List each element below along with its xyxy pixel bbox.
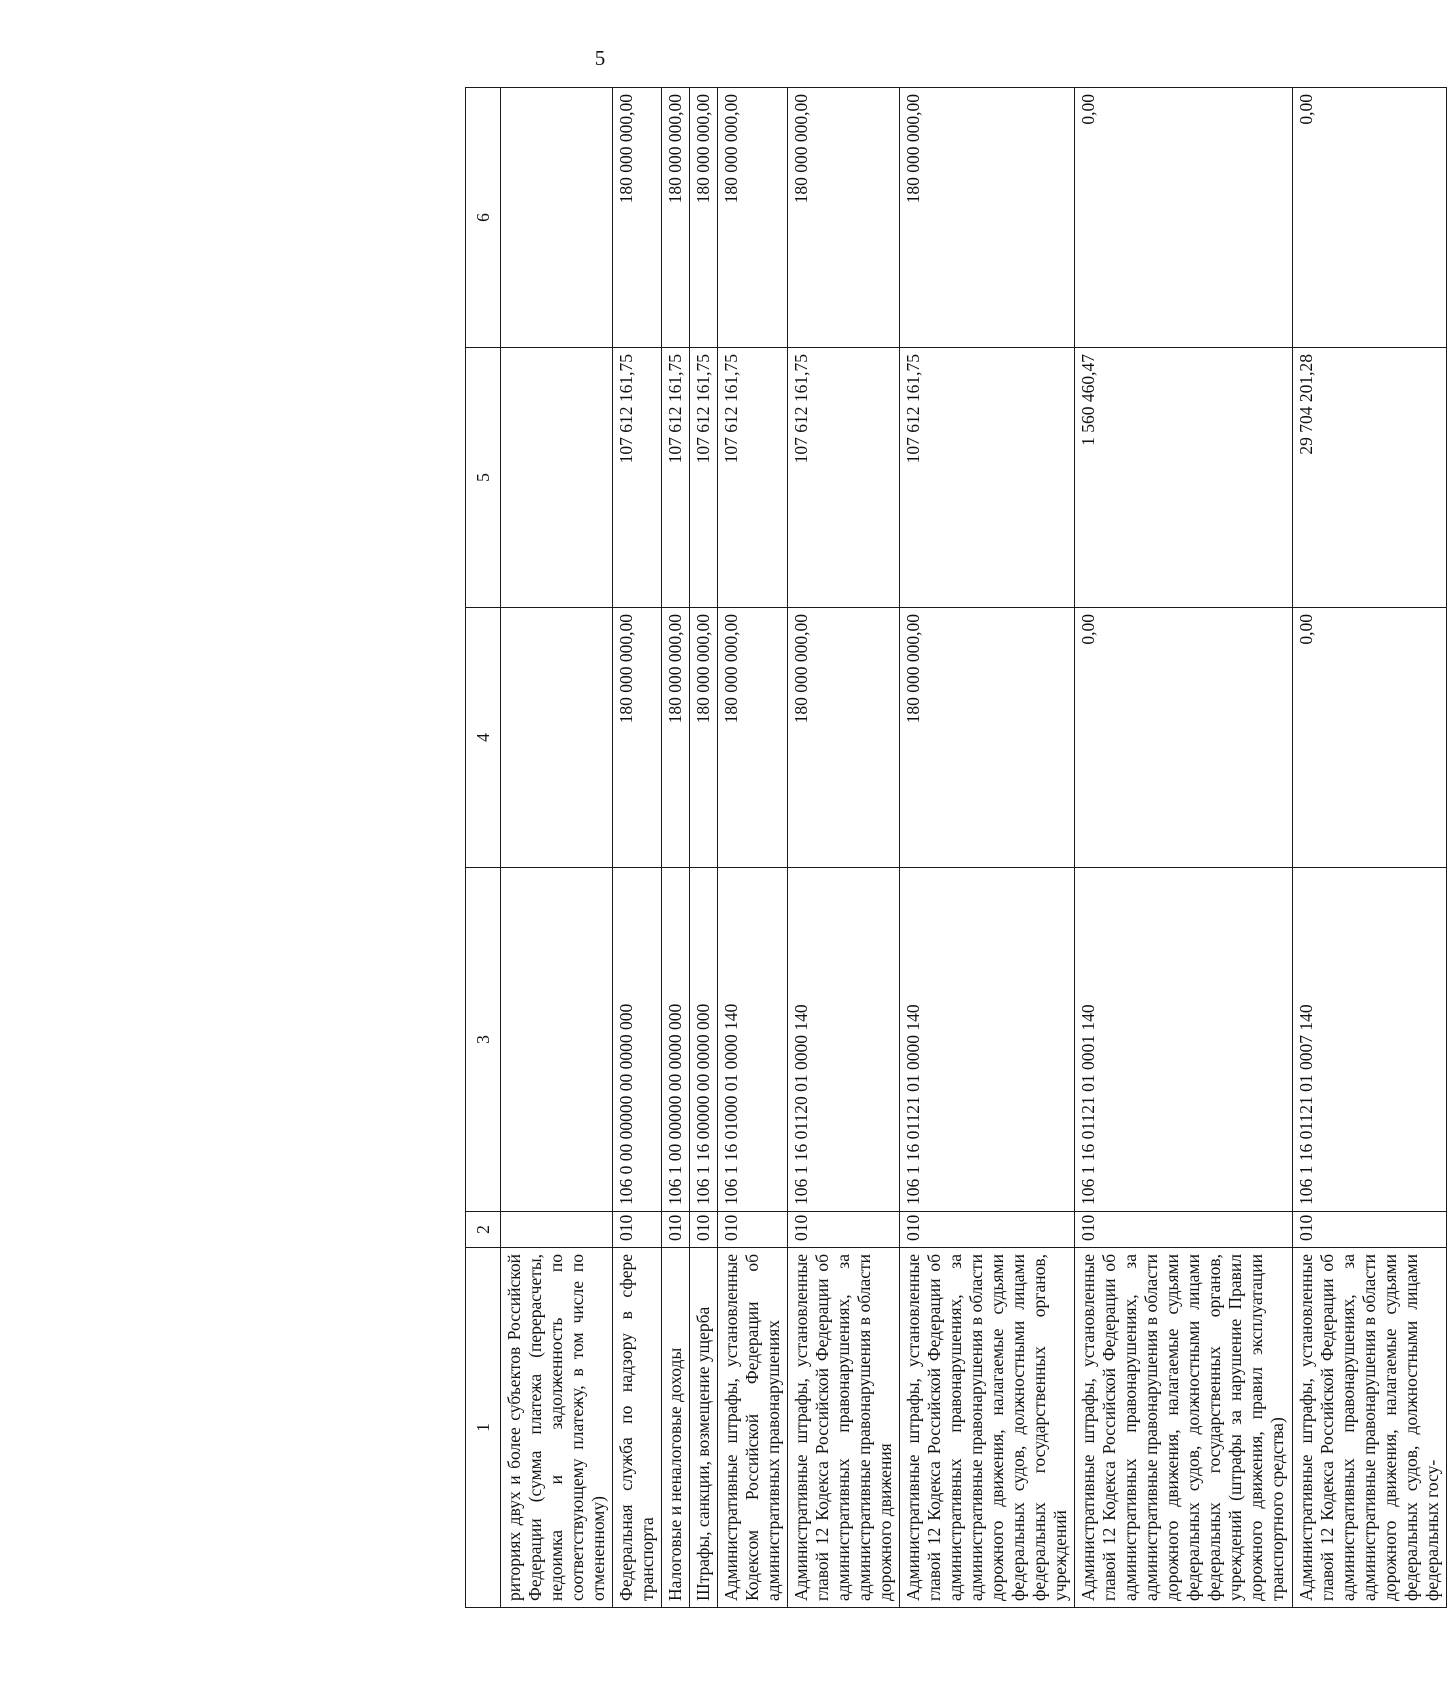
row-income-code: 106 0 00 00000 00 0000 000 xyxy=(613,868,662,1212)
row-line-code: 010 xyxy=(690,1212,718,1248)
table-row xyxy=(900,88,1075,1608)
column-header-2: 2 xyxy=(466,1212,501,1248)
row-forecast: 0,00 xyxy=(1293,88,1447,348)
column-header-6: 6 xyxy=(466,88,501,348)
row-executed: 107 612 161,75 xyxy=(900,348,1075,608)
row-income-code: 106 1 16 01121 01 0001 140 xyxy=(1075,868,1293,1212)
row-forecast: 180 000 000,00 xyxy=(662,88,690,348)
row-approved: 0,00 xyxy=(1075,608,1293,868)
row-name: Штрафы, санкции, возмещение ущерба xyxy=(690,1248,718,1608)
column-header-1: 1 xyxy=(466,1248,501,1608)
row-approved: 180 000 000,00 xyxy=(900,608,1075,868)
table-header-row xyxy=(466,88,501,1608)
row-line-code: 010 xyxy=(1075,1212,1293,1248)
row-forecast: 180 000 000,00 xyxy=(788,88,900,348)
column-header-4: 4 xyxy=(466,608,501,868)
row-approved: 180 000 000,00 xyxy=(690,608,718,868)
row-income-code: 106 1 16 01000 01 0000 140 xyxy=(718,868,788,1212)
row-line-code: 010 xyxy=(613,1212,662,1248)
row-forecast: 180 000 000,00 xyxy=(613,88,662,348)
row-income-code: 106 1 16 01121 01 0000 140 xyxy=(900,868,1075,1212)
table-row xyxy=(690,88,718,1608)
row-forecast: 180 000 000,00 xyxy=(900,88,1075,348)
column-header-3: 3 xyxy=(466,868,501,1212)
row-executed: 29 704 201,28 xyxy=(1293,348,1447,608)
row-line-code: 010 xyxy=(788,1212,900,1248)
row-line-code: 010 xyxy=(718,1212,788,1248)
table-row xyxy=(613,88,662,1608)
table-row xyxy=(662,88,690,1608)
row-name: Административные штрафы, установленные главой 12 Кодекса Российской Федерации об административных правонарушениях, за административные правонарушения в области дорожного движения, налагаемые судьями федеральных судов, должностными лицами федеральных государственных органов, учреждений xyxy=(900,1248,1075,1608)
column-header-5: 5 xyxy=(466,348,501,608)
row-executed: 1 560 460,47 xyxy=(1075,348,1293,608)
rotated-table-frame xyxy=(465,88,1442,1608)
row-income-code: 106 1 16 01121 01 0007 140 xyxy=(1293,868,1447,1212)
row-executed: 107 612 161,75 xyxy=(788,348,900,608)
table-row xyxy=(1075,88,1293,1608)
row-forecast: 180 000 000,00 xyxy=(690,88,718,348)
row-executed xyxy=(501,348,613,608)
row-forecast: 180 000 000,00 xyxy=(718,88,788,348)
row-line-code xyxy=(501,1212,613,1248)
row-line-code: 010 xyxy=(662,1212,690,1248)
row-income-code: 106 1 16 00000 00 0000 000 xyxy=(690,868,718,1212)
table-row xyxy=(718,88,788,1608)
row-approved xyxy=(501,608,613,868)
table-row xyxy=(788,88,900,1608)
row-name: Административные штрафы, установленные главой 12 Кодекса Российской Федерации об административных правонарушениях, за административные правонарушения в области дорожного движения xyxy=(788,1248,900,1608)
row-approved: 180 000 000,00 xyxy=(788,608,900,868)
row-name: Федеральная служба по надзору в сфере транспорта xyxy=(613,1248,662,1608)
row-executed: 107 612 161,75 xyxy=(718,348,788,608)
row-line-code: 010 xyxy=(900,1212,1075,1248)
row-approved: 180 000 000,00 xyxy=(613,608,662,868)
row-income-code: 106 1 16 01120 01 0000 140 xyxy=(788,868,900,1212)
row-approved: 0,00 xyxy=(1293,608,1447,868)
row-name: Административные штрафы, установленные главой 12 Кодекса Российской Федерации об административных правонарушениях, за административные правонарушения в области дорожного движения, налагаемые судьями федеральных судов, должностными лицами федеральных государственных органов, учреждений (штрафы за нарушение Правил дорожного движения, правил эксплуатации транспортного средства) xyxy=(1075,1248,1293,1608)
income-table xyxy=(465,87,1447,1608)
row-name: Налоговые и неналоговые доходы xyxy=(662,1248,690,1608)
row-name: риториях двух и более субъектов Российской Федерации (сумма платежа (перерасчеты, недоимка и задолженность по соответствующему платежу, в том числе по отмененному) xyxy=(501,1248,613,1608)
row-executed: 107 612 161,75 xyxy=(662,348,690,608)
row-executed: 107 612 161,75 xyxy=(613,348,662,608)
row-approved: 180 000 000,00 xyxy=(662,608,690,868)
row-income-code xyxy=(501,868,613,1212)
table-row xyxy=(1293,88,1447,1608)
row-executed: 107 612 161,75 xyxy=(690,348,718,608)
table-row xyxy=(501,88,613,1608)
row-name: Административные штрафы, установленные Кодексом Российской Федерации об административных правонарушениях xyxy=(718,1248,788,1608)
row-name: Административные штрафы, установленные главой 12 Кодекса Российской Федерации об административных правонарушениях, за административные правонарушения в области дорожного движения, налагаемые судьями федеральных судов, должностными лицами федеральных госу- xyxy=(1293,1248,1447,1608)
page-number: 5 xyxy=(594,46,606,70)
row-approved: 180 000 000,00 xyxy=(718,608,788,868)
row-line-code: 010 xyxy=(1293,1212,1447,1248)
row-forecast xyxy=(501,88,613,348)
row-income-code: 106 1 00 00000 00 0000 000 xyxy=(662,868,690,1212)
row-forecast: 0,00 xyxy=(1075,88,1293,348)
